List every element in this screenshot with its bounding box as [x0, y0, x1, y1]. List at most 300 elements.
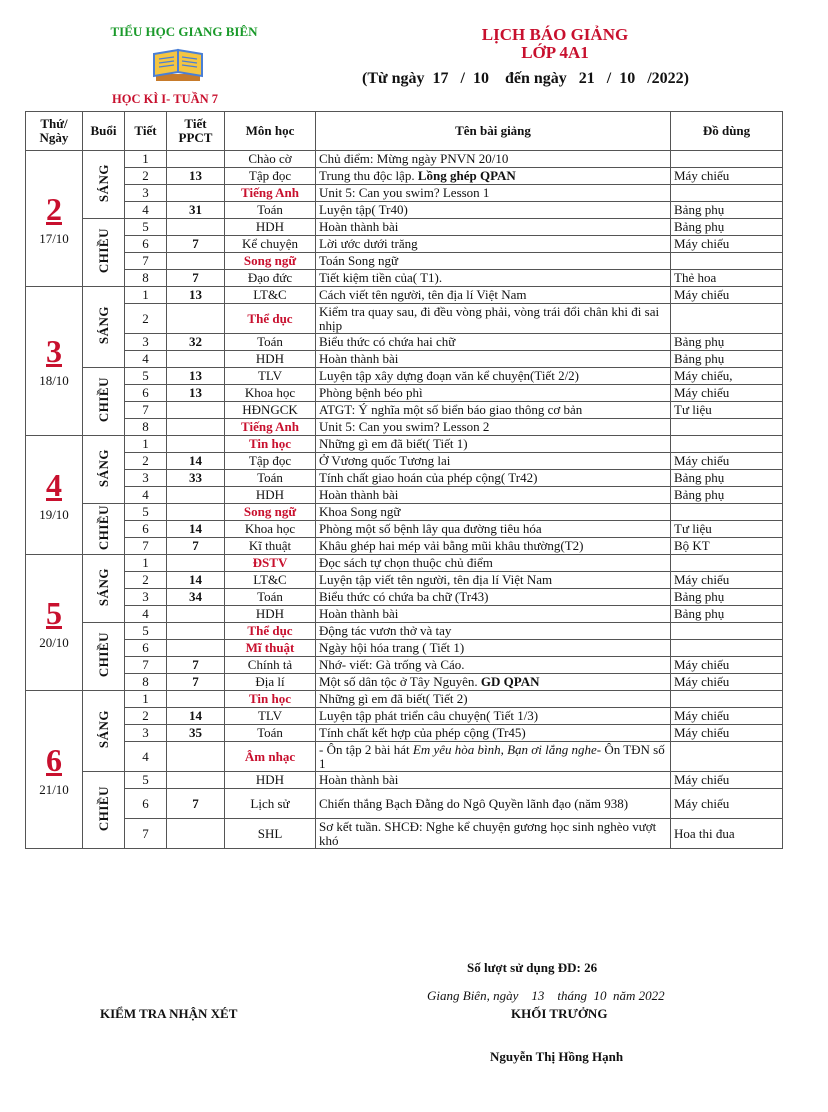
subject-name: LT&C: [225, 287, 316, 304]
period-number: 7: [125, 402, 167, 419]
equipment: Bảng phụ: [671, 487, 783, 504]
lesson-text: Hoàn thành bài: [319, 487, 399, 502]
period-number: 2: [125, 572, 167, 589]
lesson-text: Biểu thức có chứa ba chữ (Tr43): [319, 589, 489, 604]
lesson-text: Luyện tập phát triển câu chuyện( Tiết 1/3): [319, 708, 539, 723]
session-cell: [83, 772, 125, 849]
lesson-title: [316, 674, 671, 691]
period-number: 6: [125, 236, 167, 253]
ppct-number: [167, 819, 225, 849]
period-number: 3: [125, 470, 167, 487]
lesson-title: [316, 368, 671, 385]
equipment: Máy chiếu: [671, 236, 783, 253]
ppct-number: [167, 772, 225, 789]
subject-name: HDH: [225, 606, 316, 623]
lesson-text: Tiết kiệm tiền của( T1).: [319, 270, 443, 285]
period-number: 1: [125, 436, 167, 453]
equipment: [671, 253, 783, 270]
column-header: Tên bài giảng: [316, 112, 671, 151]
subject-name: Kĩ thuật: [225, 538, 316, 555]
day-cell: [26, 287, 83, 436]
subject-name: Thể dục: [225, 623, 316, 640]
ppct-number: 13: [167, 287, 225, 304]
period-number: 2: [125, 708, 167, 725]
lesson-title: [316, 725, 671, 742]
day-number: 4: [46, 467, 62, 503]
ppct-number: [167, 691, 225, 708]
lesson-title: [316, 236, 671, 253]
equipment: [671, 304, 783, 334]
lesson-text: Trung thu độc lập.: [319, 168, 418, 183]
table-row: [26, 185, 783, 202]
signer-name: Nguyễn Thị Hồng Hạnh: [490, 1049, 624, 1064]
day-date: 19/10: [39, 507, 69, 522]
equipment: Bảng phụ: [671, 334, 783, 351]
ppct-number: 13: [167, 168, 225, 185]
table-row: [26, 368, 783, 385]
schedule-table: [25, 111, 783, 849]
equipment: Máy chiếu: [671, 725, 783, 742]
lesson-text: Unit 5: Can you swim? Lesson 1: [319, 185, 490, 200]
ppct-number: 13: [167, 385, 225, 402]
ppct-number: 14: [167, 572, 225, 589]
day-number: 6: [46, 741, 62, 778]
table-row: [26, 219, 783, 236]
table-row: [26, 708, 783, 725]
equipment: Máy chiếu: [671, 708, 783, 725]
lesson-title: [316, 304, 671, 334]
review-label: KIỂM TRA NHẬN XÉT: [100, 1006, 238, 1021]
period-number: 7: [125, 657, 167, 674]
lesson-text: Nhớ- viết: Gà trống và Cáo.: [319, 657, 465, 672]
doc-title: [430, 26, 680, 62]
ppct-number: 13: [167, 368, 225, 385]
session-label: SÁNG: [95, 710, 111, 749]
table-header: [26, 112, 783, 151]
equipment: Tư liệu: [671, 521, 783, 538]
period-number: 3: [125, 185, 167, 202]
lesson-title: [316, 219, 671, 236]
subject-name: Khoa học: [225, 385, 316, 402]
day-date: 21/10: [39, 781, 69, 797]
table-row: [26, 589, 783, 606]
table-row: [26, 657, 783, 674]
session-label: CHIỀU: [95, 632, 111, 678]
period-number: 2: [125, 304, 167, 334]
table-row: [26, 151, 783, 168]
day-number: 2: [46, 190, 62, 227]
lesson-text: Luyện tập xây dựng đoạn văn kể chuyện(Tiết 2/2): [319, 368, 580, 383]
period-number: 8: [125, 419, 167, 436]
equipment: Bảng phụ: [671, 470, 783, 487]
subject-name: HDH: [225, 487, 316, 504]
lesson-text: Hoàn thành bài: [319, 219, 399, 234]
period-number: 5: [125, 504, 167, 521]
period-number: 3: [125, 334, 167, 351]
period-number: 4: [125, 487, 167, 504]
period-number: 1: [125, 555, 167, 572]
session-label: CHIỀU: [95, 228, 111, 274]
subject-name: Lịch sử: [225, 789, 316, 819]
session-label: CHIỀU: [95, 377, 111, 423]
lesson-title: [316, 640, 671, 657]
table-row: [26, 202, 783, 219]
lesson-title: [316, 572, 671, 589]
subject-name: Khoa học: [225, 521, 316, 538]
lesson-title: [316, 623, 671, 640]
lesson-title: [316, 606, 671, 623]
session-label: SÁNG: [95, 567, 111, 607]
table-row: [26, 742, 783, 772]
subject-name: Song ngữ: [225, 253, 316, 270]
table-row: [26, 819, 783, 849]
subject-name: HĐNGCK: [225, 402, 316, 419]
ppct-number: 7: [167, 270, 225, 287]
table-row: [26, 555, 783, 572]
session-cell: [83, 504, 125, 555]
day-date: 17/10: [39, 230, 69, 246]
subject-name: Âm nhạc: [225, 742, 316, 772]
lesson-title: [316, 202, 671, 219]
table-row: [26, 606, 783, 623]
period-number: 5: [125, 772, 167, 789]
period-number: 7: [125, 538, 167, 555]
subject-name: Toán: [225, 202, 316, 219]
table-row: [26, 351, 783, 368]
equipment: Hoa thi đua: [671, 819, 783, 849]
table-row: [26, 304, 783, 334]
lesson-text: Tính chất giao hoán của phép cộng( Tr42): [319, 470, 538, 485]
lesson-text: Unit 5: Can you swim? Lesson 2: [319, 419, 490, 434]
equipment: Máy chiếu: [671, 572, 783, 589]
period-number: 4: [125, 606, 167, 623]
ppct-number: [167, 606, 225, 623]
period-number: 8: [125, 270, 167, 287]
equipment: Bảng phụ: [671, 219, 783, 236]
title-text: LỊCH BÁO GIẢNG: [481, 25, 629, 44]
session-cell: [83, 287, 125, 368]
equipment: [671, 419, 783, 436]
period-number: 5: [125, 219, 167, 236]
equipment: [671, 555, 783, 572]
ppct-number: [167, 185, 225, 202]
equipment: Thẻ hoa: [671, 270, 783, 287]
school-name: TIỂU HỌC GIANG BIÊN: [110, 24, 258, 39]
period-number: 6: [125, 385, 167, 402]
lesson-bold: Lồng ghép QPAN: [417, 168, 516, 183]
period-number: 5: [125, 368, 167, 385]
table-row: [26, 725, 783, 742]
subject-name: Song ngữ: [225, 504, 316, 521]
ppct-number: 7: [167, 657, 225, 674]
ppct-number: 14: [167, 521, 225, 538]
subject-name: HDH: [225, 351, 316, 368]
lesson-text: Động tác vươn thở và tay: [319, 623, 452, 638]
period-number: 6: [125, 789, 167, 819]
equipment: Máy chiếu: [671, 772, 783, 789]
subject-name: SHL: [225, 819, 316, 849]
lesson-title: [316, 819, 671, 849]
ppct-number: 14: [167, 708, 225, 725]
column-header: Buổi: [83, 112, 125, 151]
lesson-title: [316, 168, 671, 185]
lesson-text: Đọc sách tự chọn thuộc chủ điểm: [319, 555, 493, 570]
session-label: CHIỀU: [95, 785, 111, 832]
equipment: Bảng phụ: [671, 606, 783, 623]
lesson-title: [316, 253, 671, 270]
table-row: [26, 623, 783, 640]
subject-name: Tiếng Anh: [225, 185, 316, 202]
lesson-title: [316, 555, 671, 572]
period-number: 6: [125, 640, 167, 657]
subject-name: Tập đọc: [225, 168, 316, 185]
session-cell: [83, 436, 125, 504]
subject-name: Tập đọc: [225, 453, 316, 470]
lesson-bold: GD QPAN: [480, 674, 540, 689]
subject-name: Mĩ thuật: [225, 640, 316, 657]
column-header: Thứ/ Ngày: [26, 112, 83, 151]
equipment: [671, 504, 783, 521]
lesson-title: [316, 708, 671, 725]
head-title: KHỐI TRƯỞNG: [511, 1006, 608, 1021]
lesson-title: [316, 151, 671, 168]
lesson-text: Lời ước dưới trăng: [319, 236, 418, 251]
table-row: [26, 168, 783, 185]
lesson-text: Khâu ghép hai mép vải bằng mũi khâu thường(T2): [319, 538, 584, 553]
ppct-number: [167, 351, 225, 368]
lesson-title: [316, 385, 671, 402]
lesson-title: [316, 691, 671, 708]
book-icon: [148, 44, 208, 84]
ppct-number: 7: [167, 789, 225, 819]
lesson-text: Những gì em đã biết( Tiết 1): [319, 436, 468, 451]
period-number: 4: [125, 351, 167, 368]
lesson-title: [316, 789, 671, 819]
equipment: Máy chiếu: [671, 385, 783, 402]
date-range: (Từ ngày 17 / 10 đến ngày 21 / 10 /2022): [362, 70, 689, 87]
session-label: SÁNG: [95, 163, 111, 203]
subject-name: Chào cờ: [225, 151, 316, 168]
session-cell: [83, 151, 125, 219]
ppct-number: [167, 436, 225, 453]
subject-name: Toán: [225, 470, 316, 487]
ppct-number: [167, 504, 225, 521]
equipment: [671, 151, 783, 168]
subject-name: Tin học: [225, 436, 316, 453]
table-row: [26, 572, 783, 589]
table-row: [26, 538, 783, 555]
ppct-number: 7: [167, 674, 225, 691]
ppct-number: [167, 402, 225, 419]
period-number: 1: [125, 151, 167, 168]
period-number: 2: [125, 168, 167, 185]
ppct-number: 32: [167, 334, 225, 351]
table-row: [26, 453, 783, 470]
ppct-number: [167, 253, 225, 270]
subject-name: Địa lí: [225, 674, 316, 691]
period-number: 4: [125, 742, 167, 772]
lesson-text: Phòng bệnh béo phì: [319, 385, 423, 400]
period-number: 3: [125, 725, 167, 742]
session-cell: [83, 691, 125, 772]
lesson-text: Những gì em đã biết( Tiết 2): [319, 691, 468, 706]
lesson-title: [316, 657, 671, 674]
lesson-title: [316, 419, 671, 436]
column-header: Môn học: [225, 112, 316, 151]
subject-name: TLV: [225, 708, 316, 725]
equipment: Tư liệu: [671, 402, 783, 419]
equipment: [671, 436, 783, 453]
subject-name: Toán: [225, 589, 316, 606]
subject-name: ĐSTV: [225, 555, 316, 572]
lesson-title: [316, 185, 671, 202]
equipment: [671, 185, 783, 202]
table-row: [26, 385, 783, 402]
table-row: [26, 640, 783, 657]
lesson-text: ATGT: Ý nghĩa một số biển báo giao thông cơ bản: [319, 402, 583, 417]
day-cell: [26, 151, 83, 287]
table-row: [26, 270, 783, 287]
ppct-number: 7: [167, 538, 225, 555]
table-row: [26, 402, 783, 419]
lesson-text: Kiểm tra quay sau, đi đều vòng phải, vòng trái đổi chân khi đi sai nhịp: [319, 303, 660, 333]
equipment: Máy chiếu: [671, 287, 783, 304]
period-number: 3: [125, 589, 167, 606]
subject-name: HDH: [225, 772, 316, 789]
subject-name: Toán: [225, 725, 316, 742]
lesson-title: [316, 334, 671, 351]
lesson-text: Ở Vương quốc Tương lai: [319, 453, 451, 468]
table-row: [26, 287, 783, 304]
period-number: 5: [125, 623, 167, 640]
lesson-text: Tính chất kết hợp của phép cộng (Tr45): [319, 725, 526, 740]
lesson-text: Cách viết tên người, tên địa lí Việt Nam: [319, 287, 527, 302]
day-number: 3: [46, 333, 62, 369]
ppct-number: [167, 623, 225, 640]
subject-name: TLV: [225, 368, 316, 385]
lesson-title: [316, 742, 671, 772]
session-cell: [83, 219, 125, 287]
lesson-text: Một số dân tộc ở Tây Nguyên.: [319, 674, 481, 689]
table-row: [26, 470, 783, 487]
lesson-title: [316, 521, 671, 538]
table-row: [26, 504, 783, 521]
lesson-title: [316, 453, 671, 470]
period-number: 7: [125, 253, 167, 270]
equipment: Máy chiếu,: [671, 368, 783, 385]
ppct-number: [167, 419, 225, 436]
equipment: Máy chiếu: [671, 657, 783, 674]
equipment: Máy chiếu: [671, 674, 783, 691]
period-number: 8: [125, 674, 167, 691]
schedule-body: [26, 151, 783, 849]
lesson-text: Khoa Song ngữ: [319, 504, 401, 519]
lesson-text: Chủ điểm: Mừng ngày PNVN 20/10: [319, 151, 509, 166]
equipment: Máy chiếu: [671, 168, 783, 185]
subject-name: Đạo đức: [225, 270, 316, 287]
lesson-title: [316, 436, 671, 453]
table-row: [26, 789, 783, 819]
lesson-title: [316, 270, 671, 287]
equipment: Bộ KT: [671, 538, 783, 555]
day-date: 20/10: [39, 634, 69, 650]
lesson-title: [316, 772, 671, 789]
lesson-title: [316, 487, 671, 504]
lesson-text: Hoàn thành bài: [319, 351, 399, 366]
day-date: 18/10: [39, 373, 69, 388]
column-header: Tiết: [125, 112, 167, 151]
lesson-title: [316, 470, 671, 487]
ppct-number: [167, 487, 225, 504]
ppct-number: [167, 640, 225, 657]
ppct-number: 33: [167, 470, 225, 487]
ppct-number: [167, 304, 225, 334]
session-label: SÁNG: [95, 306, 111, 345]
equipment: Máy chiếu: [671, 789, 783, 819]
ppct-number: [167, 219, 225, 236]
period-number: 6: [125, 521, 167, 538]
place-date: Giang Biên, ngày 13 tháng 10 năm 2022: [427, 988, 665, 1003]
lesson-text: Hoàn thành bài: [319, 772, 399, 787]
subject-name: Kể chuyện: [225, 236, 316, 253]
class-text: LỚP 4A1: [521, 43, 589, 62]
lesson-title: [316, 589, 671, 606]
lesson-text: Biểu thức có chứa hai chữ: [319, 334, 456, 349]
ppct-number: 14: [167, 453, 225, 470]
equipment: [671, 640, 783, 657]
ppct-number: [167, 555, 225, 572]
table-row: [26, 253, 783, 270]
lesson-title: [316, 351, 671, 368]
ppct-number: [167, 151, 225, 168]
day-cell: [26, 436, 83, 555]
subject-name: Tin học: [225, 691, 316, 708]
equipment: [671, 742, 783, 772]
equipment: Bảng phụ: [671, 589, 783, 606]
equipment: [671, 691, 783, 708]
day-cell: [26, 555, 83, 691]
ppct-number: 35: [167, 725, 225, 742]
equipment: [671, 623, 783, 640]
table-row: [26, 436, 783, 453]
lesson-text: Sơ kết tuần. SHCĐ: Nghe kể chuyện gương học sinh nghèo vượt khó: [319, 818, 657, 848]
subject-name: Thể dục: [225, 304, 316, 334]
subject-name: HDH: [225, 219, 316, 236]
lesson-title: [316, 538, 671, 555]
table-row: [26, 236, 783, 253]
session-label: SÁNG: [95, 448, 111, 488]
ppct-number: 34: [167, 589, 225, 606]
ppct-number: [167, 742, 225, 772]
table-row: [26, 674, 783, 691]
lesson-text: Luyện tập( Tr40): [319, 202, 408, 217]
period-number: 2: [125, 453, 167, 470]
lesson-tail: - Ôn TĐN số 1: [319, 741, 665, 771]
session-label: CHIỀU: [95, 504, 111, 551]
lesson-italic: Em yêu hòa bình, Bạn ơi lắng nghe: [412, 741, 597, 757]
table-row: [26, 487, 783, 504]
equipment: Máy chiếu: [671, 453, 783, 470]
lesson-text: Ngày hội hóa trang ( Tiết 1): [319, 640, 465, 655]
table-row: [26, 419, 783, 436]
equipment: Bảng phụ: [671, 351, 783, 368]
usage-count: Số lượt sử dụng ĐD: 26: [467, 960, 598, 975]
equipment: Bảng phụ: [671, 202, 783, 219]
lesson-title: [316, 504, 671, 521]
column-header: Tiết PPCT: [167, 112, 225, 151]
lesson-text: Chiến thắng Bạch Đằng do Ngô Quyền lãnh đạo (năm 938): [319, 795, 629, 811]
day-cell: [26, 691, 83, 849]
